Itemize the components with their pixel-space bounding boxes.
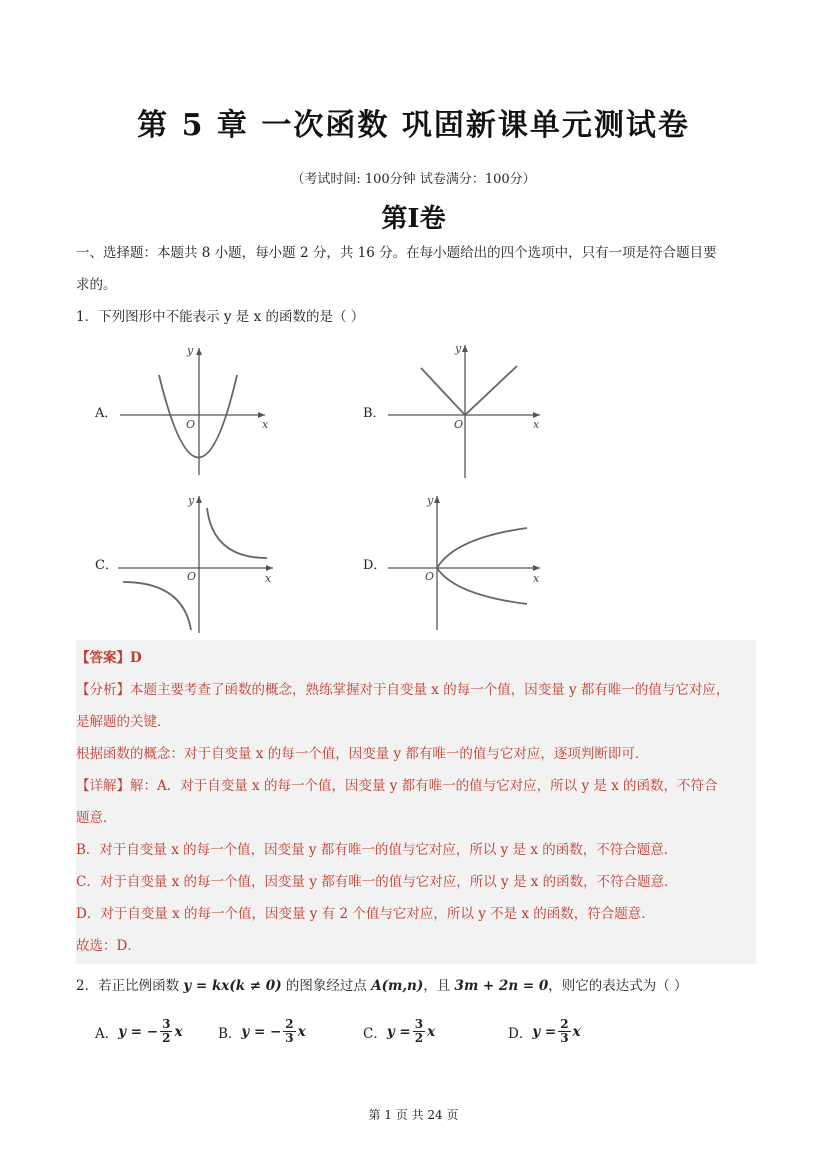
numerator: 2 (285, 1017, 294, 1031)
q2-option-label: D． (508, 1025, 533, 1042)
final-choice: 故选：D． (76, 938, 141, 954)
answer-explanation (76, 640, 756, 964)
page-footer: 第 1 页 共 24 页 (368, 1108, 459, 1122)
analysis-line-1: 【分析】本题主要考查了函数的概念，熟练掌握对于自变量 x 的每一个值，因变量 y 都有唯一的值与它对应， (76, 682, 730, 698)
origin-label: O (186, 418, 196, 431)
q2-option-d (508, 1018, 581, 1045)
denominator: 3 (560, 1031, 569, 1045)
x-axis-label: x (265, 572, 272, 585)
q2-mid2: ，且 (423, 978, 451, 994)
q2-option-b (218, 1018, 306, 1045)
q2-expr-3: 3m + 2n = 0 (454, 978, 549, 994)
fraction (160, 1018, 172, 1045)
q2-expr-1: y = kx(k ≠ 0) (183, 978, 282, 994)
graph-a-parabola (115, 340, 275, 480)
answer-line: 【答案】D (76, 650, 142, 666)
q2-option-label: C． (363, 1025, 387, 1042)
graph-c-hyperbola (115, 490, 280, 635)
q2-post: ，则它的表达式为（ ） (548, 978, 688, 994)
option-b-label: B． (363, 406, 386, 421)
fraction (558, 1018, 570, 1045)
q2-option-label: A． (95, 1025, 119, 1042)
section-line-2: 求的。 (76, 277, 117, 293)
q2-option-var: x (572, 1023, 581, 1040)
numerator: 2 (560, 1017, 569, 1031)
section-line-1: 一、选择题：本题共 8 小题，每小题 2 分，共 16 分。在每小题给出的四个选项中，只有一项是符合题目要 (76, 245, 717, 261)
detail-option-b: B．对于自变量 x 的每一个值，因变量 y 都有唯一的值与它对应，所以 y 是 x 的函数，不符合题意． (76, 842, 678, 858)
q2-option-lhs: y = (386, 1023, 411, 1040)
q2-option-label: B． (218, 1025, 242, 1042)
question-1-stem: 1．下列图形中不能表示 y 是 x 的函数的是（ ） (76, 309, 365, 325)
q2-option-var: x (297, 1023, 306, 1040)
y-axis-label: y (187, 344, 194, 357)
detail-option-d: D．对于自变量 x 的每一个值，因变量 y 有 2 个值与它对应，所以 y 不是 x 的函数，符合题意． (76, 906, 655, 922)
q2-option-var: x (174, 1023, 183, 1040)
origin-label: O (425, 570, 435, 583)
q2-pre: 2．若正比例函数 (76, 978, 180, 994)
origin-label: O (454, 418, 464, 431)
denominator: 2 (162, 1031, 171, 1045)
fraction (413, 1018, 425, 1045)
y-axis-label: y (188, 494, 195, 507)
graph-d-sideways-parabola (385, 490, 550, 635)
detail-line-2: 题意． (76, 810, 117, 826)
option-a-label: A． (95, 406, 118, 421)
graph-b-absolute-value (385, 340, 550, 480)
q2-expr-2: A(m,n) (371, 978, 424, 994)
analysis-line-3: 根据函数的概念：对于自变量 x 的每一个值，因变量 y 都有唯一的值与它对应，逐项判断即可． (76, 746, 649, 762)
page-title: 第 5 章 一次函数 巩固新课单元测试卷 (137, 108, 690, 143)
q2-mid: 的图象经过点 (285, 978, 367, 994)
origin-label: O (187, 570, 197, 583)
denominator: 3 (285, 1031, 294, 1045)
numerator: 3 (414, 1017, 424, 1031)
detail-option-c: C．对于自变量 x 的每一个值，因变量 y 都有唯一的值与它对应，所以 y 是 x 的函数，不符合题意． (76, 874, 678, 890)
y-axis-label: y (427, 494, 434, 507)
option-c-label: C． (95, 558, 118, 573)
fraction (283, 1018, 295, 1045)
question-2-stem (76, 974, 688, 994)
detail-line-1: 【详解】解：A．对于自变量 x 的每一个值，因变量 y 都有唯一的值与它对应，所以 y 是 x 的函数，不符合 (76, 778, 718, 794)
q2-option-c (363, 1018, 435, 1045)
x-axis-label: x (533, 418, 540, 431)
analysis-line-2: 是解题的关键． (76, 714, 171, 730)
volume-heading: 第I卷 (381, 204, 446, 234)
x-axis-label: x (262, 418, 269, 431)
q2-option-var: x (427, 1023, 436, 1040)
section-instructions (76, 237, 756, 301)
exam-info: （考试时间: 100分钟 试卷满分：100分） (291, 172, 536, 187)
q2-option-lhs: y = (532, 1023, 557, 1040)
denominator: 2 (414, 1031, 424, 1045)
x-axis-label: x (533, 572, 540, 585)
y-axis-label: y (455, 342, 462, 355)
option-d-label: D． (363, 558, 387, 573)
q2-option-a (95, 1018, 183, 1045)
numerator: 3 (162, 1017, 171, 1031)
q2-option-lhs: y = − (118, 1023, 159, 1040)
q2-option-lhs: y = − (241, 1023, 282, 1040)
